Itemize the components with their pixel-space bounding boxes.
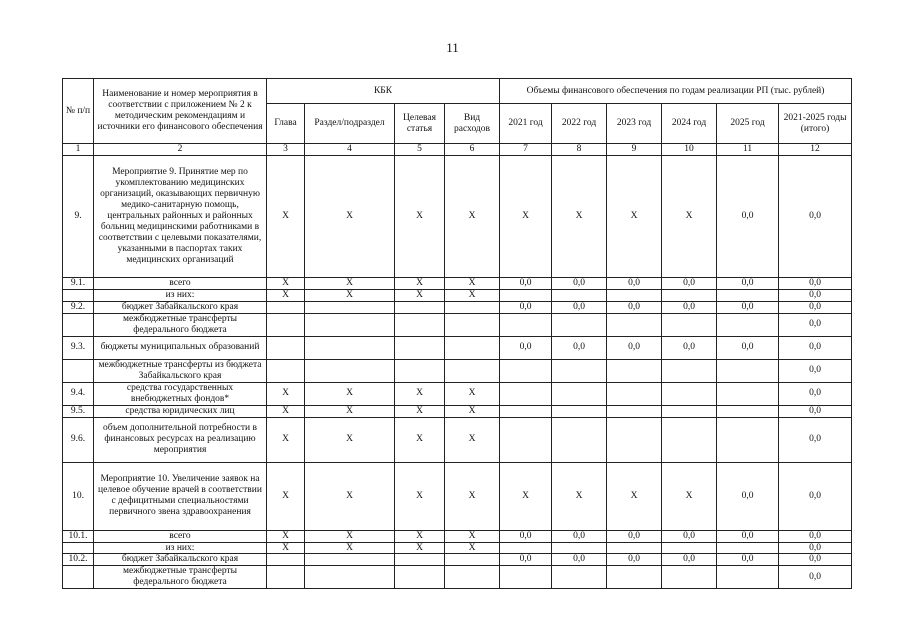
row-vid — [445, 313, 500, 336]
page-number: 11 — [446, 40, 459, 55]
row-2024 — [662, 417, 717, 462]
row-razdel — [305, 301, 395, 313]
row-num: 9.1. — [63, 277, 94, 289]
header-2025: 2025 год — [717, 104, 779, 144]
table-row — [63, 462, 852, 530]
row-tselevaya — [395, 313, 445, 336]
table-row — [63, 382, 852, 405]
row-total: 0,0 — [779, 530, 852, 542]
row-2024 — [662, 542, 717, 554]
row-2025: 0,0 — [717, 301, 779, 313]
column-number-row — [63, 144, 852, 156]
row-glava — [267, 566, 305, 589]
header-2023: 2023 год — [607, 104, 662, 144]
row-total: 0,0 — [779, 554, 852, 566]
row-total: 0,0 — [779, 462, 852, 530]
row-tselevaya: Х — [395, 289, 445, 301]
row-name: бюджет Забайкальского края — [94, 301, 267, 313]
row-tselevaya — [395, 359, 445, 382]
row-total: 0,0 — [779, 566, 852, 589]
row-name: Мероприятие 9. Принятие мер по укомплектованию медицинских организаций, оказывающих первичную медико-санитарную помощь, центральных районных и районных больниц медицинскими работниками в соответствии с целевыми показателями, указанными в паспортах таких медицинских организаций — [94, 155, 267, 277]
row-vid: Х — [445, 462, 500, 530]
row-2025: 0,0 — [717, 155, 779, 277]
budget-table — [62, 78, 852, 589]
row-glava — [267, 336, 305, 359]
row-2025: 0,0 — [717, 530, 779, 542]
row-vid — [445, 566, 500, 589]
row-2021 — [500, 542, 552, 554]
row-glava: Х — [267, 382, 305, 405]
row-2023 — [607, 542, 662, 554]
row-total: 0,0 — [779, 417, 852, 462]
row-tselevaya: Х — [395, 542, 445, 554]
row-name: Мероприятие 10. Увеличение заявок на целевое обучение врачей в соответствии с дефицитными специальностями первичного звена здравоохранения — [94, 462, 267, 530]
column-number: 6 — [445, 144, 500, 156]
row-2025 — [717, 359, 779, 382]
row-total: 0,0 — [779, 359, 852, 382]
row-name: из них: — [94, 289, 267, 301]
row-razdel — [305, 359, 395, 382]
header-razdel: Раздел/подраздел — [305, 104, 395, 144]
row-2025 — [717, 289, 779, 301]
row-razdel: Х — [305, 289, 395, 301]
row-2023 — [607, 313, 662, 336]
row-total: 0,0 — [779, 289, 852, 301]
row-2022: 0,0 — [552, 554, 607, 566]
table-row — [63, 313, 852, 336]
row-2022 — [552, 382, 607, 405]
row-name: всего — [94, 530, 267, 542]
table-row — [63, 405, 852, 417]
row-glava — [267, 359, 305, 382]
row-2025 — [717, 542, 779, 554]
row-name: бюджет Забайкальского края — [94, 554, 267, 566]
row-tselevaya: Х — [395, 155, 445, 277]
row-vid: Х — [445, 530, 500, 542]
row-2021 — [500, 313, 552, 336]
row-2024: Х — [662, 462, 717, 530]
column-number: 1 — [63, 144, 94, 156]
row-2022 — [552, 566, 607, 589]
row-glava: Х — [267, 542, 305, 554]
row-tselevaya — [395, 566, 445, 589]
table-row — [63, 155, 852, 277]
row-vid — [445, 336, 500, 359]
row-razdel: Х — [305, 462, 395, 530]
row-name: межбюджетные трансферты федерального бюджета — [94, 566, 267, 589]
row-glava — [267, 301, 305, 313]
row-2021: Х — [500, 462, 552, 530]
row-num: 9. — [63, 155, 94, 277]
table-row — [63, 417, 852, 462]
row-total: 0,0 — [779, 313, 852, 336]
row-2024 — [662, 289, 717, 301]
row-2021: 0,0 — [500, 554, 552, 566]
row-2021 — [500, 417, 552, 462]
row-total: 0,0 — [779, 336, 852, 359]
row-2023: 0,0 — [607, 277, 662, 289]
row-2021: 0,0 — [500, 336, 552, 359]
row-vid: Х — [445, 289, 500, 301]
row-razdel: Х — [305, 417, 395, 462]
row-2025 — [717, 566, 779, 589]
row-vid: Х — [445, 417, 500, 462]
column-number: 11 — [717, 144, 779, 156]
row-2023 — [607, 566, 662, 589]
row-num: 10.2. — [63, 554, 94, 566]
row-2023 — [607, 359, 662, 382]
header-kbk: КБК — [267, 79, 500, 104]
row-total: 0,0 — [779, 405, 852, 417]
row-vid — [445, 359, 500, 382]
row-vid: Х — [445, 542, 500, 554]
row-2024: 0,0 — [662, 336, 717, 359]
header-name: Наименование и номер мероприятия в соответствии с приложением № 2 к методическим рекомендациям и источники его финансового обеспечения — [94, 79, 267, 144]
row-name: межбюджетные трансферты из бюджета Забайкальского края — [94, 359, 267, 382]
row-2023 — [607, 289, 662, 301]
row-2023: Х — [607, 462, 662, 530]
row-vid: Х — [445, 382, 500, 405]
row-2021: 0,0 — [500, 301, 552, 313]
row-vid: Х — [445, 155, 500, 277]
row-2021 — [500, 382, 552, 405]
row-2024: Х — [662, 155, 717, 277]
row-tselevaya — [395, 336, 445, 359]
row-name: средства юридических лиц — [94, 405, 267, 417]
row-2021: 0,0 — [500, 530, 552, 542]
row-tselevaya: Х — [395, 405, 445, 417]
row-num: 9.4. — [63, 382, 94, 405]
row-2022 — [552, 542, 607, 554]
row-2024: 0,0 — [662, 301, 717, 313]
table-row — [63, 277, 852, 289]
header-2024: 2024 год — [662, 104, 717, 144]
row-razdel: Х — [305, 277, 395, 289]
row-2024 — [662, 566, 717, 589]
column-number: 10 — [662, 144, 717, 156]
table-body — [63, 155, 852, 588]
row-num: 10. — [63, 462, 94, 530]
row-vid: Х — [445, 277, 500, 289]
row-glava: Х — [267, 289, 305, 301]
row-2024: 0,0 — [662, 530, 717, 542]
row-glava: Х — [267, 462, 305, 530]
row-2022: 0,0 — [552, 530, 607, 542]
row-2023 — [607, 417, 662, 462]
row-2023: 0,0 — [607, 530, 662, 542]
header-vid: Вид расходов — [445, 104, 500, 144]
table-row — [63, 289, 852, 301]
row-name: всего — [94, 277, 267, 289]
row-2024 — [662, 382, 717, 405]
column-number: 12 — [779, 144, 852, 156]
column-number: 7 — [500, 144, 552, 156]
row-2023 — [607, 382, 662, 405]
row-name: бюджеты муниципальных образований — [94, 336, 267, 359]
header-total: 2021-2025 годы (итого) — [779, 104, 852, 144]
row-total: 0,0 — [779, 277, 852, 289]
row-razdel: Х — [305, 155, 395, 277]
column-number: 5 — [395, 144, 445, 156]
row-2023: 0,0 — [607, 336, 662, 359]
table-row — [63, 554, 852, 566]
row-2022 — [552, 417, 607, 462]
row-2024 — [662, 359, 717, 382]
row-tselevaya — [395, 554, 445, 566]
row-num — [63, 289, 94, 301]
row-num — [63, 313, 94, 336]
row-razdel: Х — [305, 542, 395, 554]
row-vid — [445, 301, 500, 313]
row-vid: Х — [445, 405, 500, 417]
row-2025 — [717, 382, 779, 405]
row-num — [63, 359, 94, 382]
row-vid — [445, 554, 500, 566]
row-total: 0,0 — [779, 301, 852, 313]
row-total: 0,0 — [779, 382, 852, 405]
row-glava: Х — [267, 155, 305, 277]
row-total: 0,0 — [779, 542, 852, 554]
column-number: 2 — [94, 144, 267, 156]
row-name: средства государственных внебюджетных фондов* — [94, 382, 267, 405]
row-2025: 0,0 — [717, 462, 779, 530]
column-number: 8 — [552, 144, 607, 156]
row-name: объем дополнительной потребности в финансовых ресурсах на реализацию мероприятия — [94, 417, 267, 462]
row-num: 9.2. — [63, 301, 94, 313]
row-2022 — [552, 289, 607, 301]
row-num: 10.1. — [63, 530, 94, 542]
row-2021 — [500, 566, 552, 589]
row-2023: Х — [607, 155, 662, 277]
row-razdel — [305, 336, 395, 359]
row-2022: 0,0 — [552, 301, 607, 313]
row-2024 — [662, 405, 717, 417]
table-row — [63, 542, 852, 554]
header-num: № п/п — [63, 79, 94, 144]
row-2025 — [717, 417, 779, 462]
row-tselevaya: Х — [395, 382, 445, 405]
table-row — [63, 530, 852, 542]
column-number: 4 — [305, 144, 395, 156]
row-2024: 0,0 — [662, 277, 717, 289]
row-num: 9.3. — [63, 336, 94, 359]
table-row — [63, 566, 852, 589]
row-name: из них: — [94, 542, 267, 554]
row-glava — [267, 554, 305, 566]
row-glava — [267, 313, 305, 336]
header-tselevaya: Целевая статья — [395, 104, 445, 144]
table-row — [63, 301, 852, 313]
header-glava: Глава — [267, 104, 305, 144]
row-tselevaya: Х — [395, 417, 445, 462]
row-2023: 0,0 — [607, 554, 662, 566]
table-row — [63, 359, 852, 382]
row-2021 — [500, 405, 552, 417]
row-2025: 0,0 — [717, 336, 779, 359]
row-razdel — [305, 554, 395, 566]
row-razdel: Х — [305, 382, 395, 405]
row-razdel: Х — [305, 405, 395, 417]
row-num — [63, 542, 94, 554]
row-2024 — [662, 313, 717, 336]
row-2022: Х — [552, 462, 607, 530]
row-2024: 0,0 — [662, 554, 717, 566]
row-2025: 0,0 — [717, 554, 779, 566]
column-number: 3 — [267, 144, 305, 156]
row-2022: Х — [552, 155, 607, 277]
row-2021 — [500, 359, 552, 382]
row-2021: 0,0 — [500, 277, 552, 289]
row-tselevaya: Х — [395, 277, 445, 289]
row-total: 0,0 — [779, 155, 852, 277]
row-razdel: Х — [305, 530, 395, 542]
row-2025 — [717, 313, 779, 336]
row-razdel — [305, 313, 395, 336]
row-tselevaya: Х — [395, 462, 445, 530]
row-2022 — [552, 405, 607, 417]
row-num: 9.6. — [63, 417, 94, 462]
row-2022: 0,0 — [552, 277, 607, 289]
row-glava: Х — [267, 405, 305, 417]
table-row — [63, 336, 852, 359]
row-tselevaya: Х — [395, 530, 445, 542]
row-tselevaya — [395, 301, 445, 313]
row-num — [63, 566, 94, 589]
row-glava: Х — [267, 530, 305, 542]
row-glava: Х — [267, 277, 305, 289]
row-2025 — [717, 405, 779, 417]
row-2022 — [552, 313, 607, 336]
row-2025: 0,0 — [717, 277, 779, 289]
row-razdel — [305, 566, 395, 589]
row-2021: Х — [500, 155, 552, 277]
header-2021: 2021 год — [500, 104, 552, 144]
row-name: межбюджетные трансферты федерального бюджета — [94, 313, 267, 336]
row-2023 — [607, 405, 662, 417]
row-2022: 0,0 — [552, 336, 607, 359]
header-2022: 2022 год — [552, 104, 607, 144]
row-2022 — [552, 359, 607, 382]
column-number: 9 — [607, 144, 662, 156]
row-2021 — [500, 289, 552, 301]
row-num: 9.5. — [63, 405, 94, 417]
row-2023: 0,0 — [607, 301, 662, 313]
header-volumes: Объемы финансового обеспечения по годам реализации РП (тыс. рублей) — [500, 79, 852, 104]
row-glava: Х — [267, 417, 305, 462]
